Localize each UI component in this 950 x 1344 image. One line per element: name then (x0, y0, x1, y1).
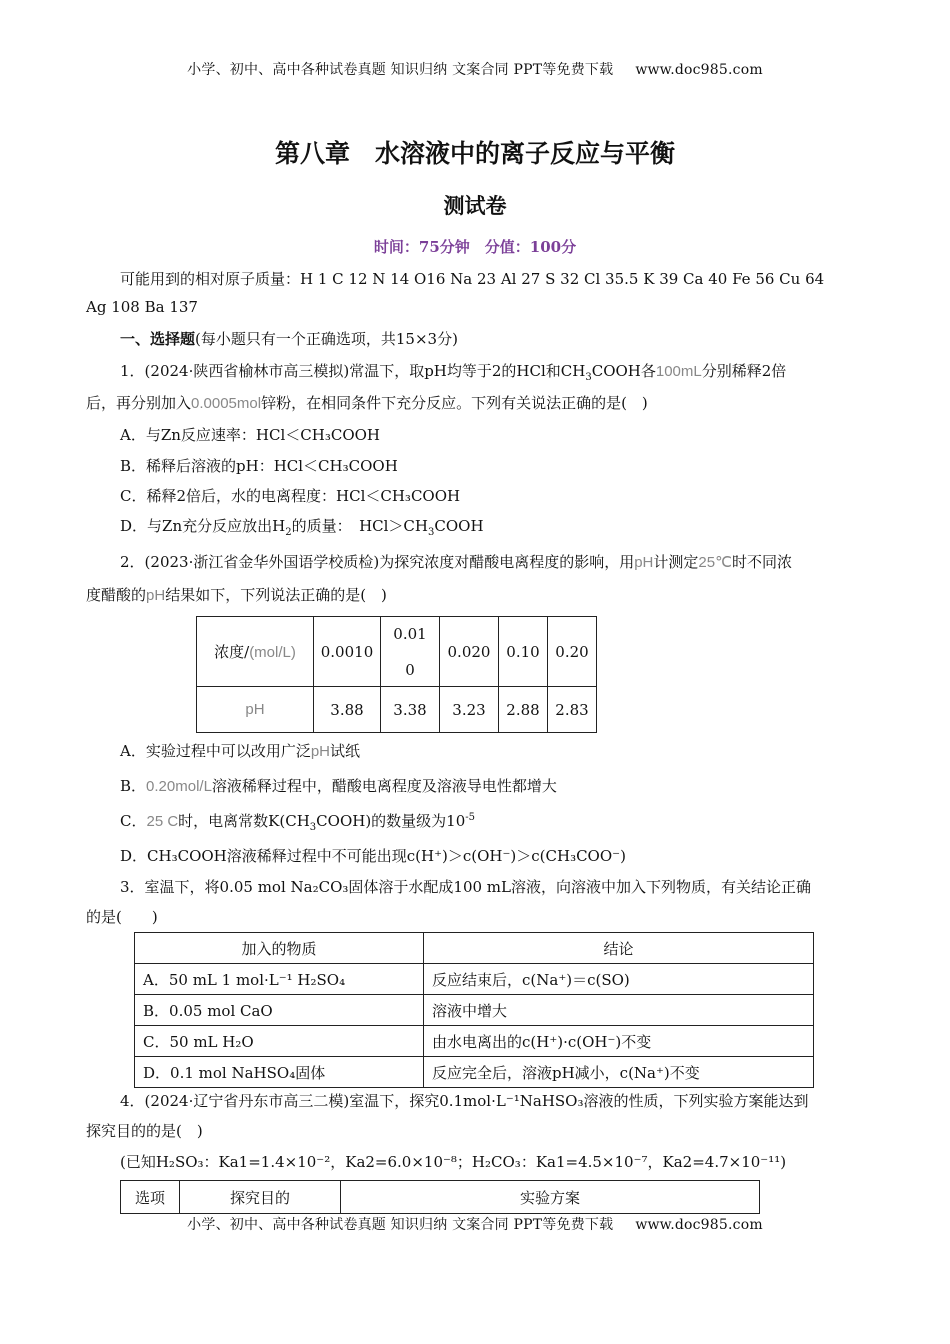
q4-line-2: 探究目的的是( ) (86, 1122, 203, 1140)
q2-line-2: 度醋酸的pH结果如下，下列说法正确的是( ) (86, 586, 387, 604)
q3-line-2: 的是( ) (86, 908, 158, 926)
q3-row-substance: D．0.1 mol NaHSO₄固体 (135, 1057, 424, 1088)
q2-ph-cell: 3.88 (314, 687, 381, 733)
chapter-title: 第八章 水溶液中的离子反应与平衡 (274, 139, 675, 168)
q2-option-d: D．CH₃COOH溶液稀释过程中不可能出现c(H⁺)＞c(OH⁻)＞c(CH₃COO⁻) (120, 847, 626, 865)
q3-row-substance: B．0.05 mol CaO (135, 995, 424, 1026)
q4-line-3: (已知H₂SO₃：Ka1=1.4×10⁻²，Ka2=6.0×10⁻⁸；H₂CO₃：Ka1=4.5×10⁻⁷，Ka2=4.7×10⁻¹¹) (120, 1153, 787, 1171)
q1-option-a: A．与Zn反应速率：HCl＜CH₃COOH (120, 426, 380, 444)
section-heading (120, 328, 458, 349)
q3-row-substance: A．50 mL 1 mol·L⁻¹ H₂SO₄ (135, 964, 424, 995)
q1-amount: 0.0005mol (191, 395, 262, 412)
section-note: (每小题只有一个正确选项，共15×3分) (195, 330, 458, 348)
footer-text: 小学、初中、高中各种试卷真题 知识归纳 文案合同 PPT等免费下载 (187, 1217, 614, 1233)
atomic-mass-line-1: 可能用到的相对原子质量：H 1 C 12 N 14 O16 Na 23 Al 27 S 32 Cl 35.5 K 39 Ca 40 Fe 56 Cu 64 (120, 270, 825, 288)
q4-line-1: 4．(2024·辽宁省丹东市高三二模)室温下，探究0.1mol·L⁻¹NaHSO₃溶液的性质，下列实验方案能达到 (120, 1092, 809, 1110)
q3-row-conclusion: 溶液中增大 (424, 995, 814, 1026)
atomic-mass-line-2: Ag 108 Ba 137 (86, 298, 198, 316)
q1-line-2: 后，再分别加入0.0005mol锌粉，在相同条件下充分反应。下列有关说法正确的是( ) (86, 394, 648, 412)
q2-conc-cell: 0.01 0 (381, 617, 440, 687)
time-score-info: 时间：75分钟 分值：100分 (373, 238, 577, 256)
q3-row-substance: C．50 mL H₂O (135, 1026, 424, 1057)
q1-option-b: B．稀释后溶液的pH：HCl＜CH₃COOH (120, 457, 398, 475)
q3-row-conclusion: 反应完全后，溶液pH减小，c(Na⁺)不变 (424, 1057, 814, 1088)
q2-option-c: C．25 C时，电离常数$K(CH_3COOH)$的数量级为$10^{-5}$ (120, 812, 476, 833)
q2-conc-label: 浓度/(mol/L) (197, 617, 314, 687)
q4-header-purpose: 探究目的 (180, 1181, 341, 1214)
q2-ph-cell: 2.88 (499, 687, 548, 733)
q3-row-conclusion: 由水电离出的c(H⁺)·c(OH⁻)不变 (424, 1026, 814, 1057)
q2-ph-cell: 2.83 (548, 687, 597, 733)
section-title: 一、选择题 (120, 330, 196, 348)
q1-option-c: C．稀释2倍后，水的电离程度：HCl＜CH₃COOH (120, 487, 461, 505)
header-site-link[interactable]: www.doc985.com (635, 62, 763, 78)
q4-header-plan: 实验方案 (341, 1181, 760, 1214)
q3-row-conclusion: 反应结束后，c(Na⁺)＝c(SO) (424, 964, 814, 995)
footer-site-link[interactable]: www.doc985.com (635, 1217, 763, 1233)
test-subtitle: 测试卷 (443, 194, 507, 218)
q3-line-1: 3．室温下，将0.05 mol Na₂CO₃固体溶于水配成100 mL溶液，向溶液中加入下列物质，有关结论正确 (120, 878, 811, 896)
q1-volume: 100mL (655, 363, 702, 380)
q1-option-d: D．与Zn充分反应放出$H_2$的质量： $HCl>CH_3COOH$ (120, 517, 484, 538)
header-text: 小学、初中、高中各种试卷真题 知识归纳 文案合同 PPT等免费下载 (187, 62, 614, 78)
q3-header-conclusion: 结论 (424, 933, 814, 964)
q2-data-table (196, 616, 597, 733)
q2-conc-cell: 0.10 (499, 617, 548, 687)
q2-conc-cell: 0.020 (440, 617, 499, 687)
q1-line-1: 1．(2024·陕西省榆林市高三模拟)常温下，取pH均等于2的HCl和$CH_3COOH$各100mL分别稀释2倍 (120, 362, 787, 383)
page-header (0, 59, 950, 79)
q2-ph-label: pH (197, 687, 314, 733)
page-footer (0, 1214, 950, 1234)
q2-option-a: A．实验过程中可以改用广泛pH试纸 (120, 742, 361, 760)
q3-header-substance: 加入的物质 (135, 933, 424, 964)
q3-table (134, 932, 814, 1088)
q4-table (120, 1180, 760, 1214)
q2-option-b: B．0.20mol/L溶液稀释过程中，醋酸电离程度及溶液导电性都增大 (120, 777, 557, 795)
q2-ph-cell: 3.38 (381, 687, 440, 733)
q2-line-1: 2．(2023·浙江省金华外国语学校质检)为探究浓度对醋酸电离程度的影响，用pH计测定25℃时不同浓 (120, 553, 792, 571)
q2-conc-cell: 0.0010 (314, 617, 381, 687)
q2-conc-cell: 0.20 (548, 617, 597, 687)
q2-ph-cell: 3.23 (440, 687, 499, 733)
q4-header-option: 选项 (121, 1181, 180, 1214)
